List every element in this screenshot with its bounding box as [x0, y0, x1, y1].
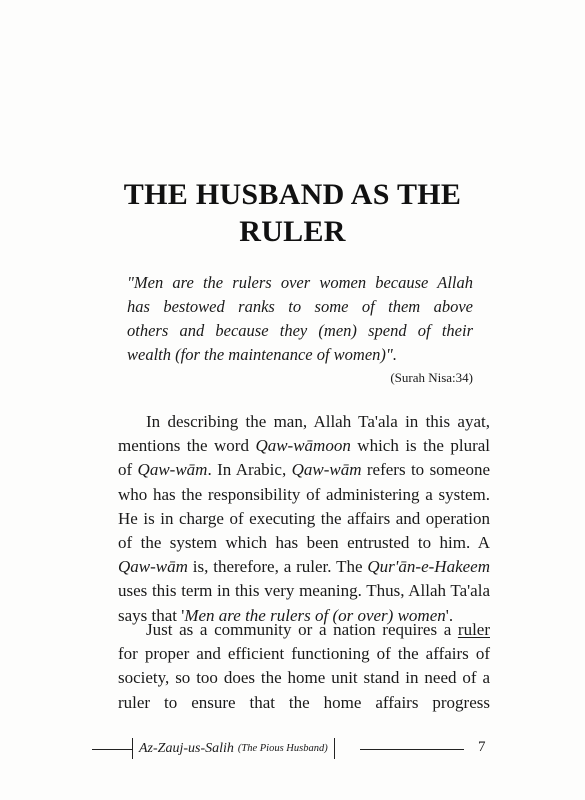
text-line: He is in charge of executing the affairs and operation [118, 508, 490, 528]
page-footer [92, 738, 492, 760]
text-line: who has the responsibility of administering a system. [118, 484, 490, 504]
text-line: mentions the word Qaw-wāmoon which is the plural [118, 436, 490, 456]
quote-line: "Men are the rulers over women because Allah [127, 273, 473, 292]
arabic-term: Qaw-wām [291, 460, 362, 480]
quote-citation: (Surah Nisa:34) [390, 370, 473, 385]
text-line: In describing the man, Allah Ta'ala in this ayat, [146, 412, 490, 431]
text-line: of Qaw-wām. In Arabic, Qaw-wām refers to someone [118, 460, 490, 480]
quote-line: others and because they (men) spend of their [127, 321, 473, 340]
quote-line: wealth (for the maintenance of women)". [127, 345, 397, 364]
arabic-term: Qaw-wām [137, 460, 208, 480]
underlined-word: ruler [457, 620, 490, 639]
arabic-term: Qaw-wām [118, 557, 188, 577]
arabic-term: Qaw-wāmoon [255, 436, 351, 456]
quote-line: has bestowed ranks to some of them above [127, 297, 473, 316]
quran-quote [127, 271, 473, 367]
text-line: society, so too does the home unit stand in need of a [118, 668, 490, 688]
text-line: for proper and efficient functioning of the affairs of [118, 644, 490, 664]
footer-rule-left [92, 749, 132, 750]
book-subtitle: (The Pious Husband) [237, 743, 328, 754]
paragraph-1 [118, 410, 490, 628]
book-title: Az-Zauj-us-Salih [139, 740, 234, 756]
chapter-title-line-1: THE HUSBAND AS THE [123, 178, 462, 211]
arabic-term: Qur'ān-e-Hakeem [367, 557, 490, 577]
text-line: uses this term in this very meaning. Thus, Allah Ta'ala [118, 581, 490, 601]
chapter-title-line-2: RULER [239, 215, 346, 248]
paragraph-2 [118, 618, 490, 715]
text-line: of the system which has been entrusted to him. A [118, 533, 490, 553]
text-line: says that 'Men are the rulers of (or over) women'. [118, 605, 454, 625]
chapter-title [0, 176, 585, 250]
text-line: ruler to ensure that the home affairs progress [118, 692, 490, 712]
text-line: Qaw-wām is, therefore, a ruler. The Qur'ān-e-Hakeem [118, 557, 490, 577]
quoted-phrase: Men are the rulers of (or over) women [184, 605, 446, 625]
running-title [132, 738, 335, 759]
footer-rule-right [360, 749, 464, 750]
page-number: 7 [478, 739, 486, 755]
text-line: Just as a community or a nation requires a ruler [146, 620, 490, 639]
